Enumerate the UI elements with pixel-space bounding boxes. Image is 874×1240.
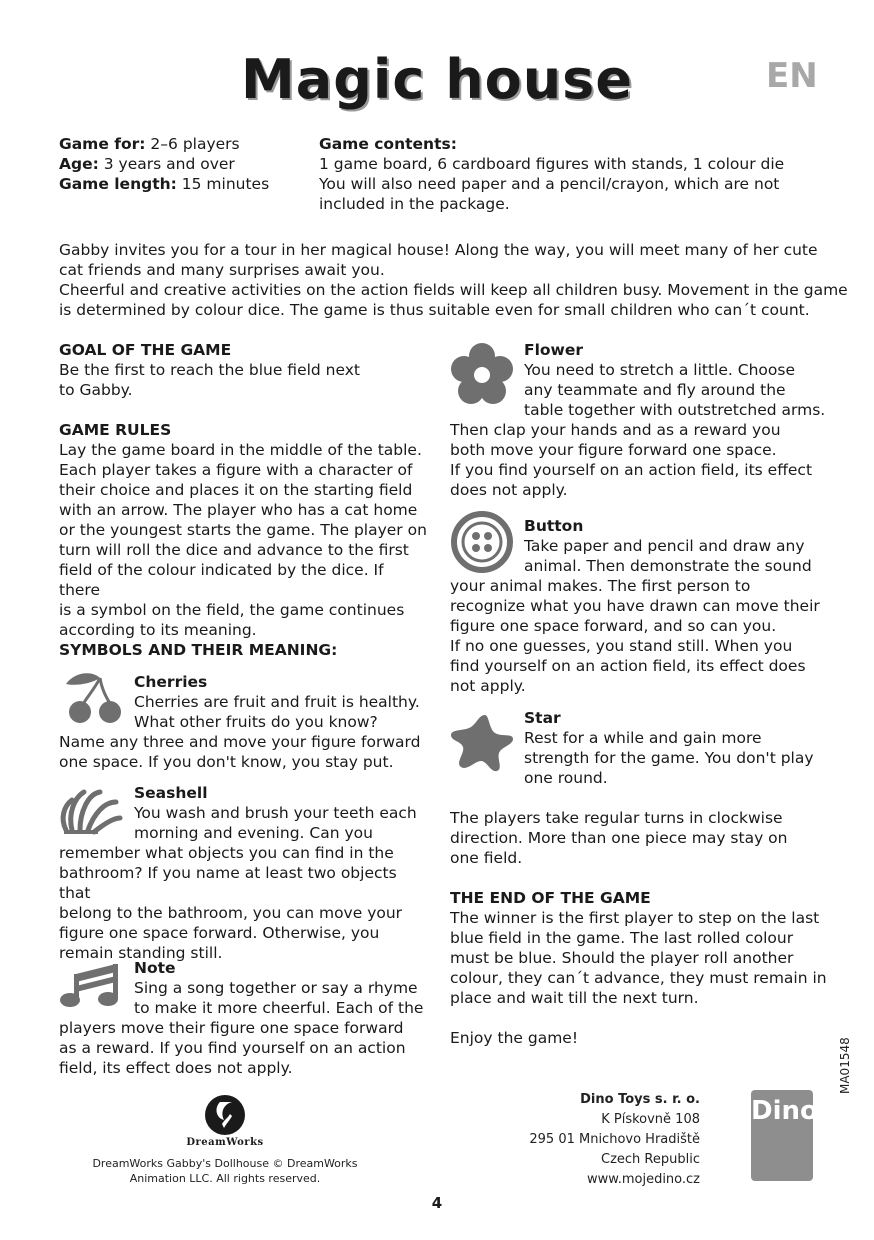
end-line: blue field in the game. The last rolled colour xyxy=(450,929,794,947)
symbols-heading: SYMBOLS AND THEIR MEANING: xyxy=(59,641,338,659)
company-address xyxy=(480,1090,700,1190)
button-icon xyxy=(451,511,513,573)
rules-line: according to its meaning. xyxy=(59,621,257,639)
end-line: The winner is the first player to step on the last xyxy=(450,909,820,927)
dreamworks-logo-icon xyxy=(202,1094,248,1136)
flower-icon xyxy=(449,342,515,408)
flower-line: You need to stretch a little. Choose xyxy=(524,361,795,379)
flower-line: both move your figure forward one space. xyxy=(450,441,777,459)
note-line: Sing a song together or say a rhyme xyxy=(134,979,418,997)
copyright-notice xyxy=(90,1156,360,1186)
button-line: find yourself on an action field, its effect does xyxy=(450,657,806,675)
goal-line: to Gabby. xyxy=(59,381,133,399)
seashell-line: belong to the bathroom, you can move your xyxy=(59,904,403,922)
flower-line: Then clap your hands and as a reward you xyxy=(450,421,781,439)
seashell-line: figure one space forward. Otherwise, you xyxy=(59,924,380,942)
rules-line: field of the colour indicated by the dice. If there xyxy=(59,561,384,599)
dino-logo xyxy=(751,1090,818,1181)
page-title: Magic house xyxy=(241,48,633,111)
turns-line: direction. More than one piece may stay on xyxy=(450,829,788,847)
note-line: field, its effect does not apply. xyxy=(59,1059,293,1077)
seashell-title: Seashell xyxy=(134,784,208,802)
seashell-line: remember what objects you can find in the xyxy=(59,844,394,862)
intro-line: Gabby invites you for a tour in her magical house! Along the way, you will meet many of her cute xyxy=(59,241,818,259)
button-line: not apply. xyxy=(450,677,526,695)
turns-line: one field. xyxy=(450,849,523,867)
game-contents xyxy=(319,134,839,214)
contents-line: 1 game board, 6 cardboard figures with stands, 1 colour die xyxy=(319,155,785,173)
cherries-icon xyxy=(60,670,126,726)
players-value: 2–6 players xyxy=(150,135,240,153)
button-line: figure one space forward, and so can you. xyxy=(450,617,777,635)
dreamworks-wordmark: DreamWorks xyxy=(186,1137,264,1148)
note-line: to make it more cheerful. Each of the xyxy=(134,999,424,1017)
players-label: Game for: xyxy=(59,135,146,153)
goal-line: Be the first to reach the blue field next xyxy=(59,361,361,379)
rules-line: with an arrow. The player who has a cat home xyxy=(59,501,418,519)
seashell-icon xyxy=(58,786,124,838)
cherries-title: Cherries xyxy=(134,673,208,691)
contents-line: You will also need paper and a pencil/crayon, which are not xyxy=(319,175,780,193)
address-city: 295 01 Mnichovo Hradiště xyxy=(529,1132,700,1147)
rules-line: turn will roll the dice and advance to the first xyxy=(59,541,409,559)
rules-line: their choice and places it on the starting field xyxy=(59,481,413,499)
cherries-line: Cherries are fruit and fruit is healthy. xyxy=(134,693,420,711)
intro-paragraph xyxy=(59,240,849,320)
flower-title: Flower xyxy=(524,341,584,359)
seashell-line: remain standing still. xyxy=(59,944,223,962)
button-line: animal. Then demonstrate the sound xyxy=(524,557,812,575)
star-icon xyxy=(449,711,515,773)
rules-section xyxy=(59,420,429,640)
seashell-line: bathroom? If you name at least two objects that xyxy=(59,864,397,902)
company-name: Dino Toys s. r. o. xyxy=(580,1092,700,1107)
goal-heading: GOAL OF THE GAME xyxy=(59,341,232,359)
age-value: 3 years and over xyxy=(103,155,235,173)
copyright-line: DreamWorks Gabby's Dollhouse © DreamWorks xyxy=(92,1157,358,1170)
product-code: MA01548 xyxy=(838,1037,852,1094)
star-line: strength for the game. You don't play xyxy=(524,749,814,767)
button-block-bottom xyxy=(450,576,840,696)
end-section xyxy=(450,888,840,1008)
button-line: recognize what you have drawn can move their xyxy=(450,597,820,615)
enjoy-text: Enjoy the game! xyxy=(450,1029,579,1047)
intro-line: is determined by colour dice. The game is thus suitable even for small children who can´t count. xyxy=(59,301,810,319)
page-number: 4 xyxy=(431,1194,443,1212)
turns-line: The players take regular turns in clockwise xyxy=(450,809,783,827)
button-line: your animal makes. The first person to xyxy=(450,577,751,595)
flower-block-top xyxy=(524,340,844,420)
seashell-block-top xyxy=(134,783,434,843)
contents-line: included in the package. xyxy=(319,195,510,213)
seashell-line: You wash and brush your teeth each xyxy=(134,804,417,822)
end-line: must be blue. Should the player roll another xyxy=(450,949,794,967)
seashell-line: morning and evening. Can you xyxy=(134,824,373,842)
flower-line: does not apply. xyxy=(450,481,568,499)
button-block-top xyxy=(524,516,844,576)
seashell-block-bottom xyxy=(59,843,429,963)
length-label: Game length: xyxy=(59,175,177,193)
language-badge: EN xyxy=(766,56,818,96)
button-line: Take paper and pencil and draw any xyxy=(524,537,805,555)
rules-line: Each player takes a figure with a character of xyxy=(59,461,413,479)
star-line: one round. xyxy=(524,769,608,787)
end-line: place and wait till the next turn. xyxy=(450,989,699,1007)
note-line: players move their figure one space forward xyxy=(59,1019,404,1037)
button-line: If no one guesses, you stand still. When you xyxy=(450,637,793,655)
cherries-line: one space. If you don't know, you stay put. xyxy=(59,753,394,771)
address-country: Czech Republic xyxy=(601,1152,700,1167)
note-block-bottom xyxy=(59,1018,429,1078)
flower-line: If you find yourself on an action field, its effect xyxy=(450,461,813,479)
music-note-icon xyxy=(58,962,126,1012)
rules-line: is a symbol on the field, the game continues xyxy=(59,601,405,619)
goal-section xyxy=(59,340,429,400)
end-line: colour, they can´t advance, they must remain in xyxy=(450,969,827,987)
rules-line: or the youngest starts the game. The player on xyxy=(59,521,427,539)
button-title: Button xyxy=(524,517,584,535)
turns-paragraph xyxy=(450,808,840,868)
age-label: Age: xyxy=(59,155,99,173)
dino-logo-text: Dino xyxy=(751,1096,818,1126)
flower-line: any teammate and fly around the xyxy=(524,381,786,399)
cherries-block-top xyxy=(134,672,434,732)
star-title: Star xyxy=(524,709,561,727)
note-block-top xyxy=(134,958,434,1018)
address-street: K Pískovně 108 xyxy=(601,1112,700,1127)
note-line: as a reward. If you find yourself on an action xyxy=(59,1039,406,1057)
rules-line: Lay the game board in the middle of the table. xyxy=(59,441,422,459)
cherries-line: What other fruits do you know? xyxy=(134,713,378,731)
intro-line: Cheerful and creative activities on the action fields will keep all children busy. Movement in the game xyxy=(59,281,848,299)
intro-line: cat friends and many surprises await you. xyxy=(59,261,385,279)
contents-label: Game contents: xyxy=(319,135,457,153)
cherries-line: Name any three and move your figure forward xyxy=(59,733,421,751)
flower-line: table together with outstretched arms. xyxy=(524,401,826,419)
game-meta xyxy=(59,134,309,194)
company-website: www.mojedino.cz xyxy=(587,1172,700,1187)
rules-heading: GAME RULES xyxy=(59,421,172,439)
star-line: Rest for a while and gain more xyxy=(524,729,762,747)
flower-block-bottom xyxy=(450,420,840,500)
note-title: Note xyxy=(134,959,176,977)
end-heading: THE END OF THE GAME xyxy=(450,889,651,907)
star-block xyxy=(524,708,844,788)
cherries-block-bottom xyxy=(59,732,429,772)
copyright-line: Animation LLC. All rights reserved. xyxy=(129,1172,321,1185)
length-value: 15 minutes xyxy=(181,175,270,193)
